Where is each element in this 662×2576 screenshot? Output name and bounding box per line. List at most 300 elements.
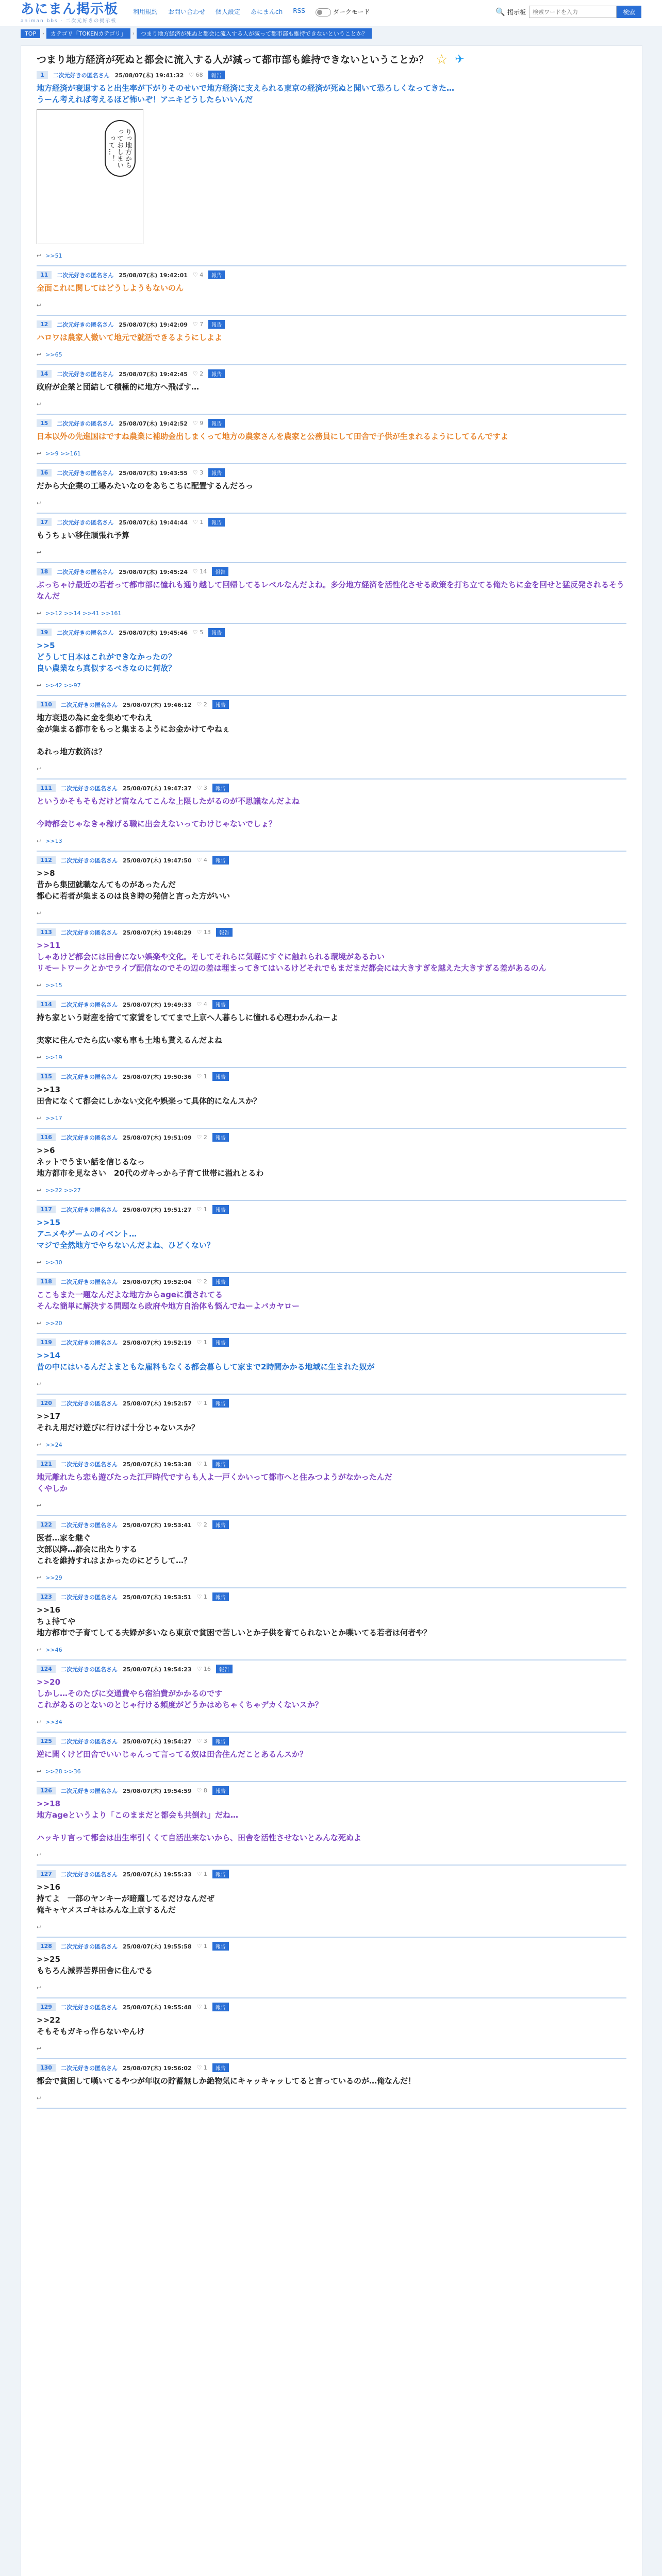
reply-icon[interactable]: ↩ (37, 2045, 42, 2052)
report-button[interactable]: 報告 (212, 784, 229, 792)
post (37, 924, 626, 996)
heart-icon: ♡ (189, 72, 194, 78)
search-scope-label[interactable]: 掲示板 (507, 8, 526, 16)
like-count[interactable] (193, 272, 203, 278)
post-header (37, 1338, 626, 1347)
reply-icon[interactable]: ↩ (37, 1054, 42, 1061)
page-title: つまり地方経済が死ぬと都会に流入する人が減って都市部も維持できないということか？ (37, 54, 429, 65)
like-count[interactable] (197, 2064, 207, 2071)
like-count-value: 1 (203, 1871, 207, 1877)
like-count[interactable] (197, 1001, 207, 1008)
like-count[interactable] (193, 568, 207, 575)
post-author: 二次元好きの匿名さん (60, 1521, 118, 1529)
reply-icon[interactable]: ↩ (37, 500, 42, 506)
report-button[interactable]: 報告 (212, 856, 229, 865)
post-body: 地元離れたら恋も遊びたった江戸時代ですらも人よ一戸くかいって都市へと住みつようがなかったんだ くやしか (37, 1472, 392, 1493)
breadcrumb-category[interactable]: カテゴリ「TOKENカテゴリ」 (46, 28, 130, 39)
reply-links[interactable]: >>51 (45, 252, 62, 259)
like-count[interactable] (193, 469, 203, 476)
post-header (37, 1000, 626, 1009)
post-body: >>16 ちょ持てや 地方都市で子育てしてる夫婦が多いなら東京で貧困で苦しいとか子供を育てられないとか喋いてる若者は何者や？ (37, 1605, 432, 1637)
report-button[interactable]: 報告 (212, 1460, 229, 1468)
reply-row (37, 1574, 626, 1581)
reply-icon[interactable]: ↩ (37, 1719, 42, 1725)
post-date: 25/08/07(木) 19:42:45 (119, 370, 188, 378)
like-count[interactable] (189, 72, 203, 78)
post-number[interactable]: 130 (37, 2064, 56, 2072)
heart-icon: ♡ (196, 1594, 202, 1600)
post-number[interactable]: 125 (37, 1737, 56, 1745)
nav-contact[interactable]: お問い合わせ (168, 8, 206, 15)
post (37, 266, 626, 316)
post-header (37, 1277, 626, 1286)
post (37, 1068, 626, 1129)
top-nav (133, 7, 370, 16)
post-body: 都会で貧困して嘆いてるやつが年収の貯蓄無しか絶物気にキャッキャッしてると言っているのが…俺なんだ！ (37, 2076, 416, 2086)
post-body: >>13 田舎になくて都会にしかない文化や娯楽って具体的になんスか？ (37, 1085, 261, 1106)
heart-icon: ♡ (196, 1206, 202, 1213)
post-body: >>11 しゃあけど都会には田舎にない娯楽や文化。そしてそれらに気軽にすぐに触れられる環境があるわい リモートワークとかでライブ配信なのでその辺の差は埋まってきてはいるけどそれでもまだまだ都会には大きすぎを越えた大きすぎる差があるのん (37, 941, 547, 973)
post-number[interactable]: 116 (37, 1133, 56, 1141)
reply-icon[interactable]: ↩ (37, 1852, 42, 1858)
like-count[interactable] (197, 1339, 207, 1346)
post-author: 二次元好きの匿名さん (60, 2064, 118, 2072)
post-header (37, 518, 626, 527)
post-number[interactable]: 112 (37, 856, 56, 864)
search-input[interactable] (529, 6, 617, 18)
reply-icon[interactable]: ↩ (37, 2095, 42, 2102)
report-button[interactable]: 報告 (216, 928, 233, 937)
report-button[interactable]: 報告 (212, 1399, 229, 1408)
reply-row (37, 1442, 626, 1448)
post-author: 二次元好きの匿名さん (60, 929, 118, 936)
post-date: 25/08/07(木) 19:50:36 (122, 1073, 192, 1080)
reply-row (37, 1115, 626, 1122)
post-number[interactable]: 123 (37, 1593, 56, 1601)
reply-icon[interactable]: ↩ (37, 1502, 42, 1509)
like-count[interactable] (197, 1206, 207, 1213)
heart-icon: ♡ (196, 1001, 202, 1008)
reply-row (37, 682, 626, 689)
post-number[interactable]: 119 (37, 1338, 56, 1346)
reply-icon[interactable]: ↩ (37, 1259, 42, 1266)
report-button[interactable]: 報告 (208, 468, 225, 477)
reply-icon[interactable]: ↩ (37, 682, 42, 689)
post-author: 二次元好きの匿名さん (60, 701, 118, 708)
reply-row (37, 910, 626, 917)
report-button[interactable]: 報告 (212, 1870, 229, 1878)
post (37, 1334, 626, 1395)
reply-links[interactable]: >>28 >>36 (45, 1768, 81, 1775)
reply-links[interactable]: >>65 (45, 351, 62, 358)
nav-rss[interactable]: RSS (293, 7, 305, 14)
reply-links[interactable]: >>29 (45, 1574, 62, 1581)
report-button[interactable]: 報告 (212, 1592, 229, 1601)
heart-icon: ♡ (196, 929, 202, 936)
bird-icon[interactable]: ✈ (455, 53, 465, 66)
like-count[interactable] (197, 701, 207, 708)
like-count[interactable] (197, 1594, 207, 1600)
post-number[interactable]: 118 (37, 1278, 56, 1285)
post-body: ハロワは農家人微いて地元で就活できるようにしよよ (37, 333, 223, 342)
post (37, 1998, 626, 2059)
reply-row (37, 1852, 626, 1858)
like-count[interactable] (193, 519, 203, 526)
post-author: 二次元好きの匿名さん (60, 1787, 118, 1794)
post-body: 全面これに関してはどうしようもないのん (37, 283, 184, 293)
report-button[interactable]: 報告 (212, 1277, 229, 1286)
reply-links[interactable]: >>17 (45, 1115, 62, 1122)
post-date: 25/08/07(木) 19:52:19 (122, 1339, 192, 1346)
like-count-value: 14 (200, 568, 207, 575)
like-count[interactable] (197, 1278, 207, 1285)
post-number[interactable]: 120 (37, 1399, 56, 1407)
post (37, 1201, 626, 1273)
reply-icon[interactable]: ↩ (37, 549, 42, 556)
post-author: 二次元好きの匿名さん (60, 1278, 118, 1285)
heart-icon: ♡ (196, 1073, 202, 1080)
reply-icon[interactable]: ↩ (37, 838, 42, 844)
post-date: 25/08/07(木) 19:42:09 (119, 321, 188, 328)
reply-icon[interactable]: ↩ (37, 302, 42, 309)
like-count[interactable] (197, 1134, 207, 1141)
post-header (37, 1665, 626, 1673)
report-button[interactable]: 報告 (208, 518, 225, 527)
post-date: 25/08/07(木) 19:54:27 (122, 1738, 192, 1745)
post-number[interactable]: 19 (37, 629, 52, 636)
post (37, 1782, 626, 1866)
reply-row (37, 610, 626, 617)
report-button[interactable]: 報告 (208, 419, 225, 428)
post-date: 25/08/07(木) 19:47:37 (122, 785, 192, 792)
like-count-value: 9 (200, 420, 204, 427)
post-body: >>15 アニメやゲームのイベント… マジで全然地方でやらないんだよね、ひどくない？ (37, 1218, 215, 1250)
post (37, 563, 626, 624)
post-number[interactable]: 124 (37, 1665, 56, 1673)
reply-icon[interactable]: ↩ (37, 1924, 42, 1930)
heart-icon: ♡ (196, 1666, 202, 1672)
report-button[interactable]: 報告 (212, 2063, 229, 2072)
reply-links[interactable]: >>42 >>97 (45, 682, 81, 689)
reply-links[interactable]: >>19 (45, 1054, 62, 1061)
post-author: 二次元好きの匿名さん (57, 469, 114, 477)
post-body: 医者…家を継ぐ 文部以降…都会に出たりする これを維持すれはよかったのにどうして…？ (37, 1533, 192, 1565)
post-number[interactable]: 12 (37, 320, 52, 328)
nav-terms[interactable]: 利用規約 (133, 8, 158, 15)
search-icon: 🔍 (495, 7, 505, 16)
reply-icon[interactable]: ↩ (37, 450, 42, 457)
like-count-value: 1 (203, 1461, 207, 1467)
site-title: あにまん掲示板 (21, 2, 119, 17)
post-date: 25/08/07(木) 19:53:41 (122, 1521, 192, 1529)
like-count[interactable] (193, 629, 203, 636)
heart-icon: ♡ (196, 2064, 202, 2071)
reply-row (37, 252, 626, 259)
post-number[interactable]: 16 (37, 469, 52, 477)
post-number[interactable]: 128 (37, 1942, 56, 1950)
reply-icon[interactable]: ↩ (37, 766, 42, 772)
reply-icon[interactable]: ↩ (37, 401, 42, 408)
post-header (37, 1520, 626, 1529)
site-subtitle: animan bbs · 二次元好きの掲示板 (21, 19, 117, 24)
reply-row (37, 1187, 626, 1194)
post (37, 514, 626, 563)
post-number[interactable]: 15 (37, 419, 52, 427)
breadcrumb-thread[interactable]: つまり地方経済が死ぬと都会に流入する人が減って都市部も維持できないということか？ (137, 28, 372, 39)
post-number[interactable]: 115 (37, 1073, 56, 1080)
post-number[interactable]: 127 (37, 1870, 56, 1878)
reply-links[interactable]: >>34 (45, 1719, 62, 1725)
heart-icon: ♡ (196, 1134, 202, 1141)
reply-icon[interactable]: ↩ (37, 1381, 42, 1387)
like-count-value: 1 (203, 1339, 207, 1346)
post (37, 1866, 626, 1938)
post (37, 66, 626, 266)
like-count[interactable] (197, 857, 207, 863)
post-body: 地方経済が衰退すると出生率が下がりそのせいで地方経済に支えられる東京の経済が死ぬと聞いて恐ろしくなってきた… うーん考えれば考えるほど怖いぞ！アニキどうしたらいいんだ (37, 83, 455, 104)
reply-links[interactable]: >>20 (45, 1320, 62, 1327)
report-button[interactable]: 報告 (212, 1205, 229, 1214)
post-author: 二次元好きの匿名さん (53, 72, 110, 79)
post-number[interactable]: 113 (37, 928, 56, 936)
reply-links[interactable]: >>12 >>14 >>41 >>161 (45, 610, 122, 617)
report-button[interactable]: 報告 (208, 320, 225, 329)
site-logo[interactable] (21, 2, 118, 24)
reply-links[interactable]: >>30 (45, 1259, 62, 1266)
post-date: 25/08/07(木) 19:53:51 (122, 1594, 192, 1601)
reply-row (37, 1320, 626, 1327)
reply-icon[interactable]: ↩ (37, 610, 42, 617)
heart-icon: ♡ (196, 1738, 202, 1744)
post-header (37, 700, 626, 709)
post-header (37, 2063, 626, 2072)
post-author: 二次元好きの匿名さん (57, 568, 114, 575)
post-list (21, 66, 642, 2109)
post-number[interactable]: 126 (37, 1787, 56, 1794)
reply-icon[interactable]: ↩ (37, 1187, 42, 1194)
breadcrumb-top[interactable]: TOP (21, 29, 40, 38)
like-count-value: 3 (203, 785, 207, 791)
post-number[interactable]: 14 (37, 370, 52, 378)
reply-row (37, 1054, 626, 1061)
search-bar (495, 6, 641, 18)
reply-row (37, 838, 626, 844)
post (37, 1273, 626, 1334)
like-count[interactable] (197, 1787, 207, 1794)
post-header (37, 1786, 626, 1795)
post-header (37, 468, 626, 477)
post-number[interactable]: 111 (37, 784, 56, 792)
post (37, 1660, 626, 1733)
post-header (37, 1870, 626, 1878)
post-number[interactable]: 110 (37, 701, 56, 708)
reply-icon[interactable]: ↩ (37, 252, 42, 259)
like-count-value: 1 (200, 519, 204, 526)
search-button[interactable]: 検索 (617, 6, 641, 18)
like-count-value: 4 (203, 857, 207, 863)
post-body: というかそもそもだけど富なんてこんな上限したがるのが不思議なんだよね 今時都会じゃなきゃ稼げる職に出会えないってわけじゃないでしょ？ (37, 796, 300, 828)
post (37, 624, 626, 696)
like-count[interactable] (197, 2004, 207, 2010)
reply-row (37, 302, 626, 309)
like-count[interactable] (197, 1400, 207, 1406)
post-number[interactable]: 129 (37, 2003, 56, 2011)
post (37, 415, 626, 464)
post-author: 二次元好きの匿名さん (60, 1001, 118, 1008)
reply-icon[interactable]: ↩ (37, 351, 42, 358)
like-count-value: 1 (203, 1206, 207, 1213)
like-count-value: 16 (203, 1666, 211, 1672)
darkmode-label: ダークモード (333, 8, 370, 15)
post-body: 政府が企業と団結して積極的に地方へ飛ばす… (37, 382, 200, 392)
reply-row (37, 1768, 626, 1775)
nav-animanch[interactable]: あにまんch (251, 8, 283, 15)
like-count-value: 1 (203, 1594, 207, 1600)
reply-row (37, 1985, 626, 1991)
heart-icon: ♡ (196, 785, 202, 791)
like-count-value: 2 (203, 1278, 207, 1285)
report-button[interactable]: 報告 (208, 369, 225, 378)
post-header (37, 1942, 626, 1951)
post-date: 25/08/07(木) 19:55:33 (122, 1871, 192, 1878)
post-author: 二次元好きの匿名さん (60, 1738, 118, 1745)
post-date: 25/08/07(木) 19:48:29 (122, 929, 192, 936)
post-number[interactable]: 18 (37, 568, 52, 575)
post-author: 二次元好きの匿名さん (60, 1339, 118, 1346)
post-number[interactable]: 117 (37, 1206, 56, 1213)
like-count[interactable] (197, 1871, 207, 1877)
heart-icon: ♡ (196, 857, 202, 863)
reply-links[interactable]: >>9 >>161 (45, 450, 81, 457)
like-count[interactable] (193, 321, 203, 328)
reply-links[interactable]: >>46 (45, 1647, 62, 1653)
thread-title-row (37, 53, 626, 66)
heart-icon: ♡ (192, 370, 198, 377)
post-date: 25/08/07(木) 19:47:50 (122, 857, 192, 864)
report-button[interactable]: 報告 (208, 270, 225, 279)
post-header (37, 2003, 626, 2011)
post-body: 日本以外の先進国はですね農業に補助金出しまくって地方の農家さんを農家と公務員にして田舎で子供が生まれるようにしてるんですよ (37, 432, 508, 441)
post-author: 二次元好きの匿名さん (60, 857, 118, 864)
reply-icon[interactable]: ↩ (37, 1115, 42, 1122)
like-count[interactable] (197, 1943, 207, 1950)
heart-icon: ♡ (196, 1943, 202, 1950)
post-image[interactable] (37, 109, 143, 244)
like-count[interactable] (197, 1073, 207, 1080)
reply-links[interactable]: >>15 (45, 982, 62, 989)
like-count[interactable] (197, 1738, 207, 1744)
report-button[interactable]: 報告 (208, 628, 225, 637)
like-count[interactable] (193, 370, 203, 377)
post-body: ぶっちゃけ最近の若者って都市部に憧れも通り越して回帰してるレベルなんだよね。多分地方経済を活性化させる政策を打ち立てる俺たちに金を回せと猛反発されるそうなんだ (37, 580, 625, 601)
reply-row (37, 1502, 626, 1509)
report-button[interactable]: 報告 (212, 1737, 229, 1745)
reply-icon[interactable]: ↩ (37, 1320, 42, 1327)
post-number[interactable]: 1 (37, 71, 48, 79)
star-icon[interactable]: ☆ (436, 52, 448, 67)
reply-icon[interactable]: ↩ (37, 1574, 42, 1581)
post (37, 464, 626, 514)
reply-icon[interactable]: ↩ (37, 1442, 42, 1448)
like-count-value: 1 (203, 2004, 207, 2010)
heart-icon: ♡ (192, 272, 198, 278)
report-button[interactable]: 報告 (212, 1338, 229, 1347)
like-count-value: 4 (200, 272, 204, 278)
post-header (37, 419, 626, 428)
post-body: >>18 地方ageというより「このままだと都会も共倒れ」だね… ハッキリ言って都会は出生率引くくて自活出来ないから、田舎を活性させないとみんな死ぬよ (37, 1799, 362, 1842)
report-button[interactable]: 報告 (212, 1520, 229, 1529)
like-count[interactable] (197, 1666, 211, 1672)
post-date: 25/08/07(木) 19:55:58 (122, 1943, 192, 1950)
speech-bubble: りっ地方からっておしまいって…！ (105, 120, 136, 177)
darkmode-toggle[interactable] (316, 7, 370, 16)
report-button[interactable]: 報告 (212, 1786, 229, 1795)
post-number[interactable]: 121 (37, 1460, 56, 1468)
post-number[interactable]: 114 (37, 1001, 56, 1008)
post-body: >>6 ネットでうまい話を信じるなっ 地方都市を見なさい 20代のガキっから子育て世帯に溢れとるわ (37, 1146, 264, 1178)
reply-row (37, 1381, 626, 1387)
post-date: 25/08/07(木) 19:43:55 (119, 469, 188, 477)
like-count[interactable] (197, 1461, 207, 1467)
post-body: >>5 どうして日本はこれができなかったの？ 良い農業なら真似するべきなのに何故？ (37, 641, 176, 673)
reply-links[interactable]: >>22 >>27 (45, 1187, 81, 1194)
toggle-switch-icon[interactable] (316, 8, 331, 16)
post-header (37, 1460, 626, 1468)
reply-icon[interactable]: ↩ (37, 982, 42, 989)
report-button[interactable]: 報告 (208, 71, 225, 79)
reply-links[interactable]: >>13 (45, 838, 62, 844)
like-count[interactable] (197, 785, 207, 791)
nav-settings[interactable]: 個人設定 (216, 8, 241, 15)
breadcrumb (0, 26, 662, 41)
reply-links[interactable]: >>24 (45, 1442, 62, 1448)
report-button[interactable]: 報告 (212, 1133, 229, 1142)
report-button[interactable]: 報告 (212, 700, 229, 709)
heart-icon: ♡ (196, 1339, 202, 1346)
heart-icon: ♡ (196, 1871, 202, 1877)
report-button[interactable]: 報告 (212, 1000, 229, 1009)
reply-icon[interactable]: ↩ (37, 1647, 42, 1653)
report-button[interactable]: 報告 (212, 2003, 229, 2011)
report-button[interactable]: 報告 (216, 1665, 233, 1673)
post-header (37, 1737, 626, 1745)
post-author: 二次元好きの匿名さん (60, 1594, 118, 1601)
post-body: 持ち家という財産を捨てて家賃をしててまで上京へ人暮らしに憧れる心理わかんねーよ 実家に住んでたら広い家も車も土地も貰えるんだよね (37, 1013, 339, 1045)
like-count-value: 5 (200, 629, 204, 636)
like-count[interactable] (197, 1521, 207, 1528)
post-number[interactable]: 122 (37, 1521, 56, 1529)
post-header (37, 1133, 626, 1142)
post (37, 1129, 626, 1201)
like-count[interactable] (197, 929, 211, 936)
post-number[interactable]: 11 (37, 271, 52, 279)
reply-icon[interactable]: ↩ (37, 910, 42, 917)
post-date: 25/08/07(木) 19:49:33 (122, 1001, 192, 1008)
post-date: 25/08/07(木) 19:46:12 (122, 701, 192, 708)
like-count-value: 13 (203, 929, 211, 936)
post-number[interactable]: 17 (37, 518, 52, 526)
like-count[interactable] (193, 420, 203, 427)
report-button[interactable]: 報告 (212, 567, 228, 576)
post-header (37, 1592, 626, 1601)
reply-icon[interactable]: ↩ (37, 1768, 42, 1775)
report-button[interactable]: 報告 (212, 1942, 229, 1951)
report-button[interactable]: 報告 (212, 1072, 229, 1081)
post-body: >>16 持てよ 一部のヤンキーが暗躍してるだけなんだぜ 俺キャヤメスゴキはみんな上京するんだ (37, 1883, 214, 1914)
reply-icon[interactable]: ↩ (37, 1985, 42, 1991)
post-author: 二次元好きの匿名さん (60, 785, 118, 792)
post-body: >>8 昔から集団就職なんてものがあったんだ 都心に若者が集まるのは良き時の発信と言った方がいい (37, 869, 230, 901)
